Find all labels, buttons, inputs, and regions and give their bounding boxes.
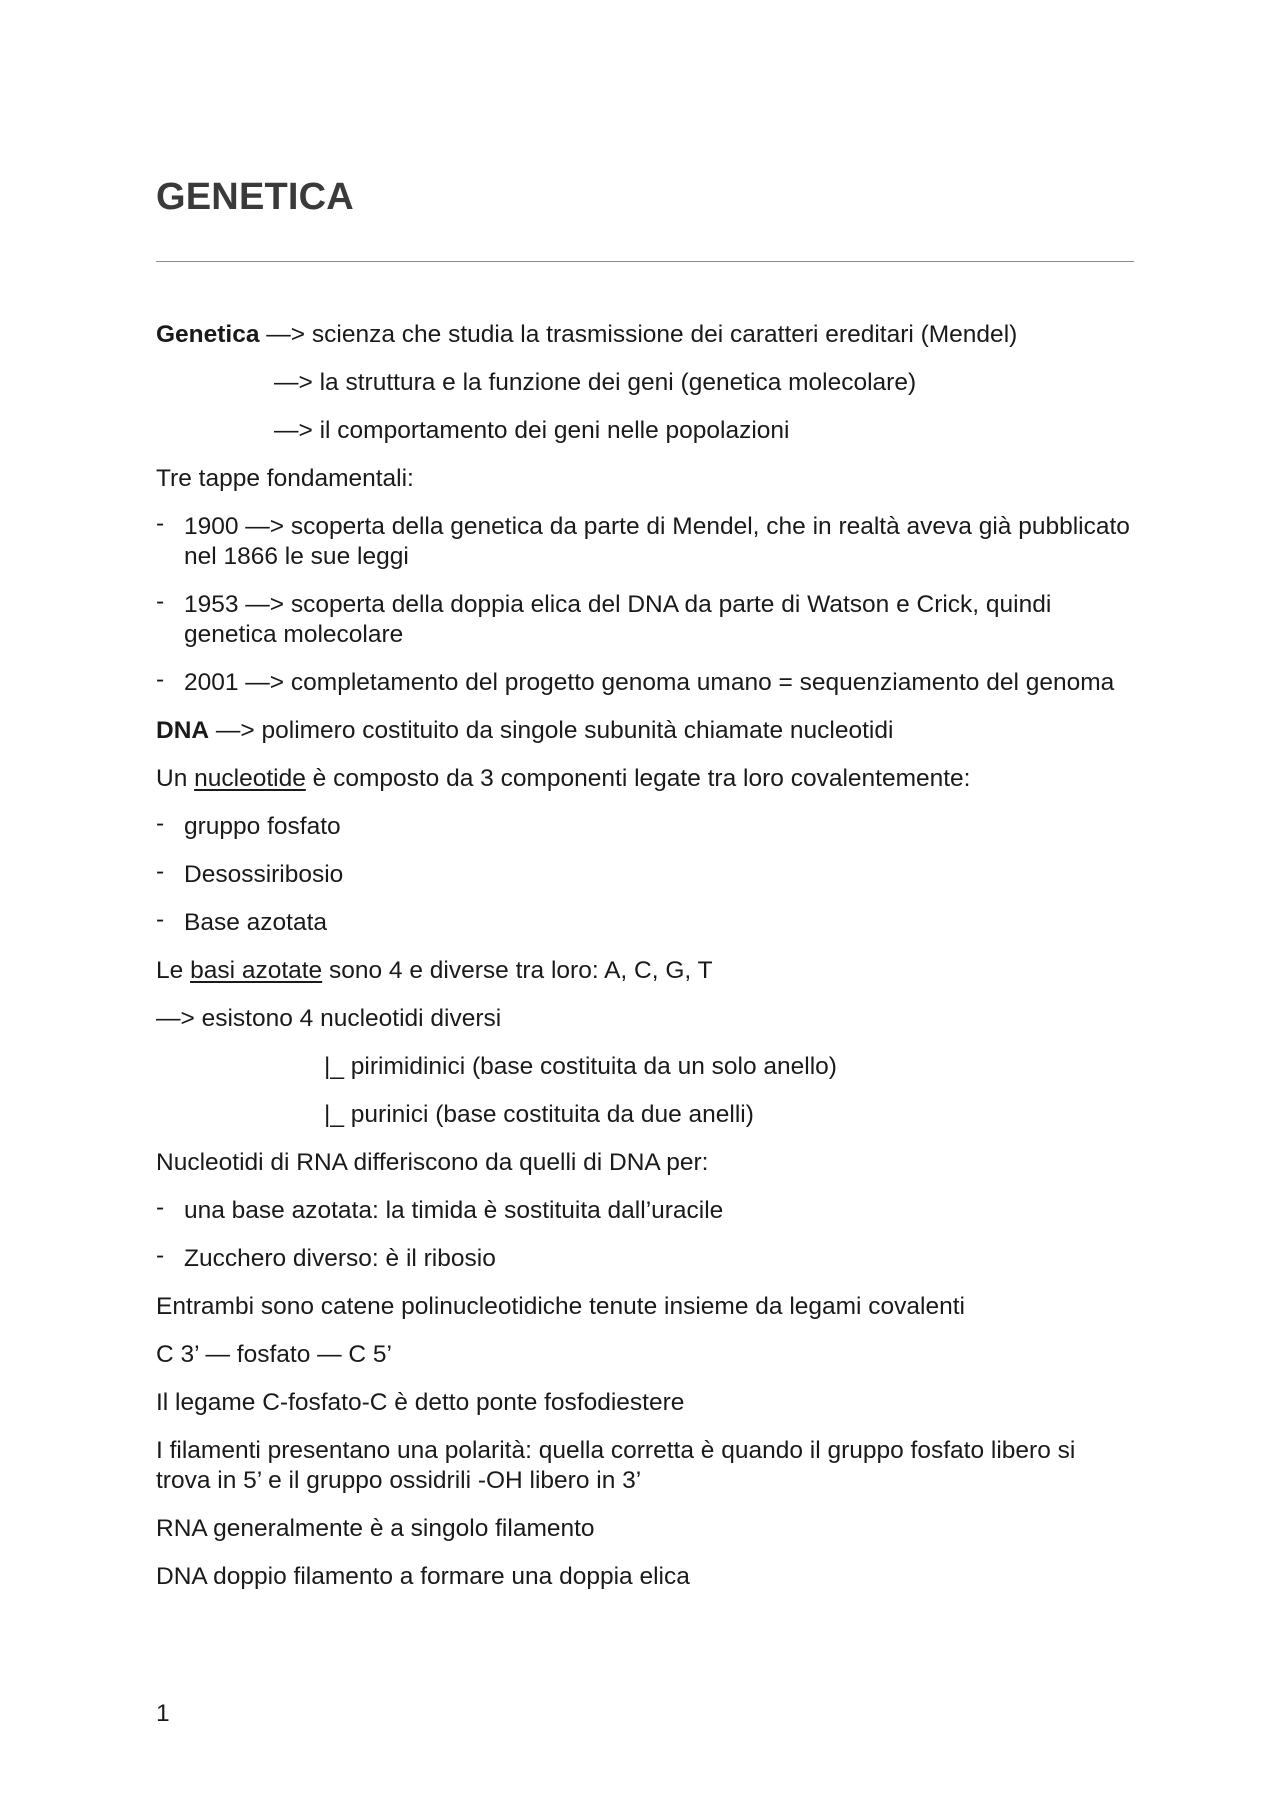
genetica-term: Genetica [156, 321, 260, 348]
closing-line: C 3’ — fosfato — C 5’ [156, 1341, 393, 1368]
list-item [156, 908, 1136, 938]
dna-definition-text: —> polimero costituito da singole subunità chiamate nucleotidi [209, 717, 894, 744]
list-item [156, 1196, 1136, 1226]
closing-line: RNA generalmente è a singolo filamento [156, 1515, 595, 1542]
component-sugar: Desossiribosio [184, 861, 344, 888]
rna-difference-sugar: Zucchero diverso: è il ribosio [184, 1245, 496, 1272]
genetica-definition-line-2: —> la struttura e la funzione dei geni (genetica molecolare) [274, 369, 917, 396]
list-item [156, 590, 1136, 650]
component-base: Base azotata [184, 909, 328, 936]
nucleotide-definition [156, 764, 1136, 794]
rna-difference-base: una base azotata: la timida è sostituita dall’uracile [184, 1197, 724, 1224]
nucleotide-term: nucleotide [194, 765, 306, 792]
polarity-paragraph: I filamenti presentano una polarità: quella corretta è quando il gruppo fosfato libero si trova in 5’ e il gruppo ossidrili -OH libero in 3’ [156, 1437, 1076, 1494]
page-number: 1 [156, 1700, 170, 1727]
nucleotide-pre: Un [156, 765, 195, 792]
bullet-dash: - [156, 858, 165, 885]
bullet-dash: - [156, 906, 165, 933]
component-phosphate: gruppo fosfato [184, 813, 341, 840]
list-item [156, 1244, 1136, 1274]
bullet-dash: - [156, 666, 165, 693]
dna-definition [156, 716, 1136, 746]
nucleotide-post: è composto da 3 componenti legate tra loro covalentemente: [305, 765, 971, 792]
bases-term: basi azotate [190, 957, 323, 984]
stage-1953: 1953 —> scoperta della doppia elica del DNA da parte di Watson e Crick, quindi genetica molecolare [184, 591, 1052, 648]
purines-line: |_ purinici (base costituita da due anelli) [324, 1101, 754, 1128]
list-item [156, 668, 1136, 698]
dna-term: DNA [156, 717, 210, 744]
genetica-definition-line-3: —> il comportamento dei geni nelle popolazioni [274, 417, 790, 444]
bases-definition [156, 956, 1136, 986]
closing-line: Il legame C-fosfato-C è detto ponte fosfodiestere [156, 1389, 685, 1416]
closing-line: Entrambi sono catene polinucleotidiche tenute insieme da legami covalenti [156, 1293, 965, 1320]
stage-1900: 1900 —> scoperta della genetica da parte di Mendel, che in realtà aveva già pubblicato nel 1866 le sue leggi [184, 513, 1130, 570]
genetica-definition-text: —> scienza che studia la trasmissione dei caratteri ereditari (Mendel) [259, 321, 1018, 348]
page-title: GENETICA [156, 176, 354, 218]
closing-line: DNA doppio filamento a formare una doppia elica [156, 1563, 690, 1590]
list-item [156, 512, 1136, 572]
stage-2001: 2001 —> completamento del progetto genoma umano = sequenziamento del genoma [184, 669, 1115, 696]
bullet-dash: - [156, 510, 165, 537]
pyrimidines-line: |_ pirimidinici (base costituita da un solo anello) [324, 1053, 837, 1080]
bullet-dash: - [156, 1194, 165, 1221]
title-divider [156, 261, 1134, 262]
bullet-dash: - [156, 1242, 165, 1269]
bullet-dash: - [156, 588, 165, 615]
document-body [156, 320, 1136, 1610]
list-item [156, 812, 1136, 842]
genetica-definition-line-1 [156, 320, 1136, 350]
rna-heading: Nucleotidi di RNA differiscono da quelli di DNA per: [156, 1149, 709, 1176]
bases-post: sono 4 e diverse tra loro: A, C, G, T [322, 957, 713, 984]
bases-consequence: —> esistono 4 nucleotidi diversi [156, 1005, 502, 1032]
stages-heading: Tre tappe fondamentali: [156, 465, 414, 492]
list-item [156, 860, 1136, 890]
bases-pre: Le [156, 957, 191, 984]
bullet-dash: - [156, 810, 165, 837]
